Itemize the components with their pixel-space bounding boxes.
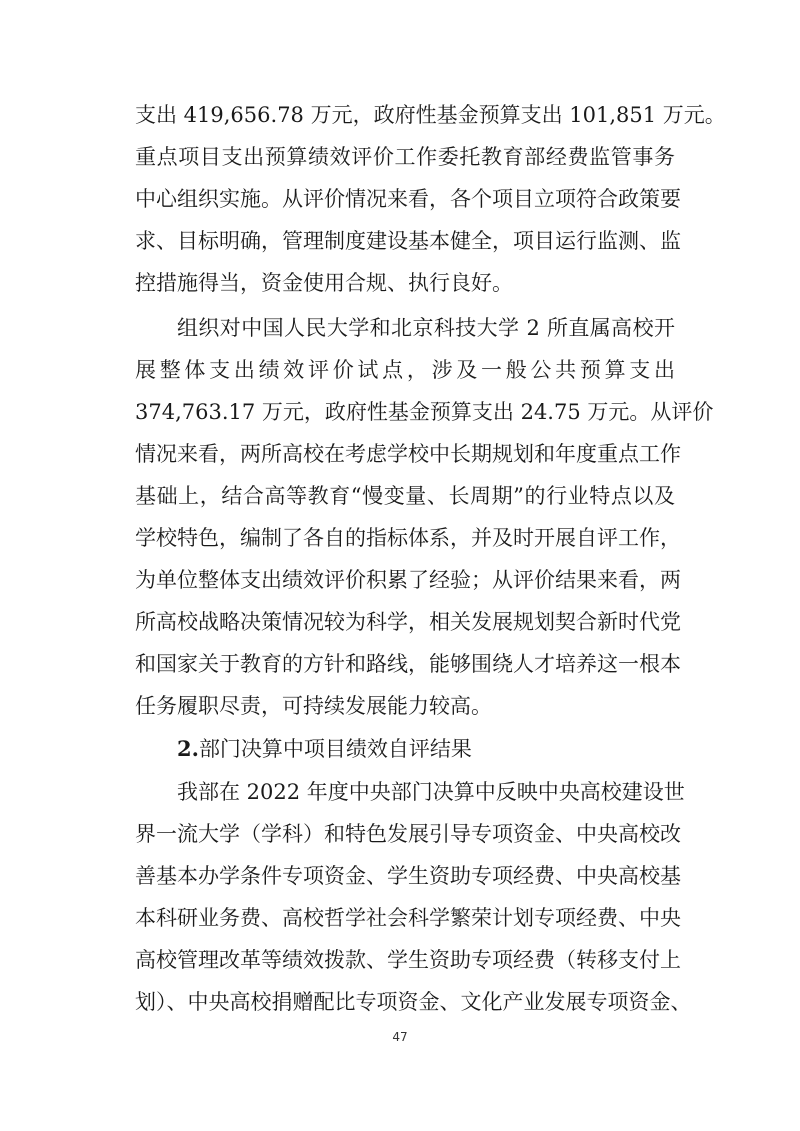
line-text: 和国家关于教育的方针和路线，能够围绕人才培养这一根本: [135, 652, 681, 676]
line-text: 支出 419,656.78 万元，政府性基金预算支出 101,851 万元。: [135, 103, 726, 127]
paragraph-line: [135, 649, 681, 679]
line-text: 组织对中国人民大学和北京科技大学 2 所直属高校开: [177, 316, 675, 340]
paragraph-line: [135, 861, 681, 891]
paragraph-line: [135, 607, 681, 637]
paragraph-line: [135, 819, 681, 849]
page-number: 47: [392, 1030, 408, 1044]
paragraph-line: [135, 226, 681, 256]
paragraph-line: [177, 313, 675, 343]
paragraph-line: [135, 184, 681, 214]
line-text: 情况来看，两所高校在考虑学校中长期规划和年度重点工作: [135, 442, 681, 466]
paragraph-line: [135, 355, 675, 385]
line-text: 高校管理改革等绩效拨款、学生资助专项经费（转移支付上: [135, 948, 681, 972]
line-text: 374,763.17 万元，政府性基金预算支出 24.75 万元。从评价: [135, 400, 714, 424]
paragraph-line: [135, 100, 726, 130]
section-heading: [177, 734, 472, 764]
line-text: 展整体支出绩效评价试点，涉及一般公共预算支出: [135, 358, 675, 382]
paragraph-line: [177, 777, 685, 807]
paragraph-line: [135, 397, 714, 427]
paragraph-line: [135, 945, 681, 975]
line-text: 划）、中央高校捐赠配比专项资金、文化产业发展专项资金、: [135, 990, 692, 1014]
section-number: 2.: [177, 736, 199, 761]
line-text: 基础上，结合高等教育“慢变量、长周期”的行业特点以及: [135, 484, 675, 508]
line-text: 任务履职尽责，可持续发展能力较高。: [135, 694, 492, 718]
paragraph-line: [135, 142, 675, 172]
line-text: 为单位整体支出绩效评价积累了经验；从评价结果来看，两: [135, 568, 681, 592]
paragraph-line: [135, 268, 675, 298]
paragraph-line: [135, 903, 681, 933]
line-text: 求、目标明确，管理制度建设基本健全，项目运行监测、监: [135, 229, 681, 253]
line-text: 善基本办学条件专项资金、学生资助专项经费、中央高校基: [135, 864, 681, 888]
paragraph-line: [135, 439, 681, 469]
line-text: 重点项目支出预算绩效评价工作委托教育部经费监管事务: [135, 145, 675, 169]
section-title: 部门决算中项目绩效自评结果: [198, 737, 472, 761]
line-text: 学校特色，编制了各自的指标体系，并及时开展自评工作，: [135, 526, 681, 550]
line-text: 本科研业务费、高校哲学社会科学繁荣计划专项经费、中央: [135, 906, 681, 930]
paragraph-line: [135, 481, 675, 511]
line-text: 控措施得当，资金使用合规、执行良好。: [135, 271, 513, 295]
line-text: 界一流大学（学科）和特色发展引导专项资金、中央高校改: [135, 822, 681, 846]
line-text: 所高校战略决策情况较为科学，相关发展规划契合新时代党: [135, 610, 681, 634]
paragraph-line: [135, 523, 681, 553]
line-text: 我部在 2022 年度中央部门决算中反映中央高校建设世: [177, 780, 685, 804]
paragraph-line: [135, 691, 675, 721]
paragraph-line: [135, 565, 681, 595]
paragraph-line: [135, 987, 692, 1017]
line-text: 中心组织实施。从评价情况来看，各个项目立项符合政策要: [135, 187, 681, 211]
